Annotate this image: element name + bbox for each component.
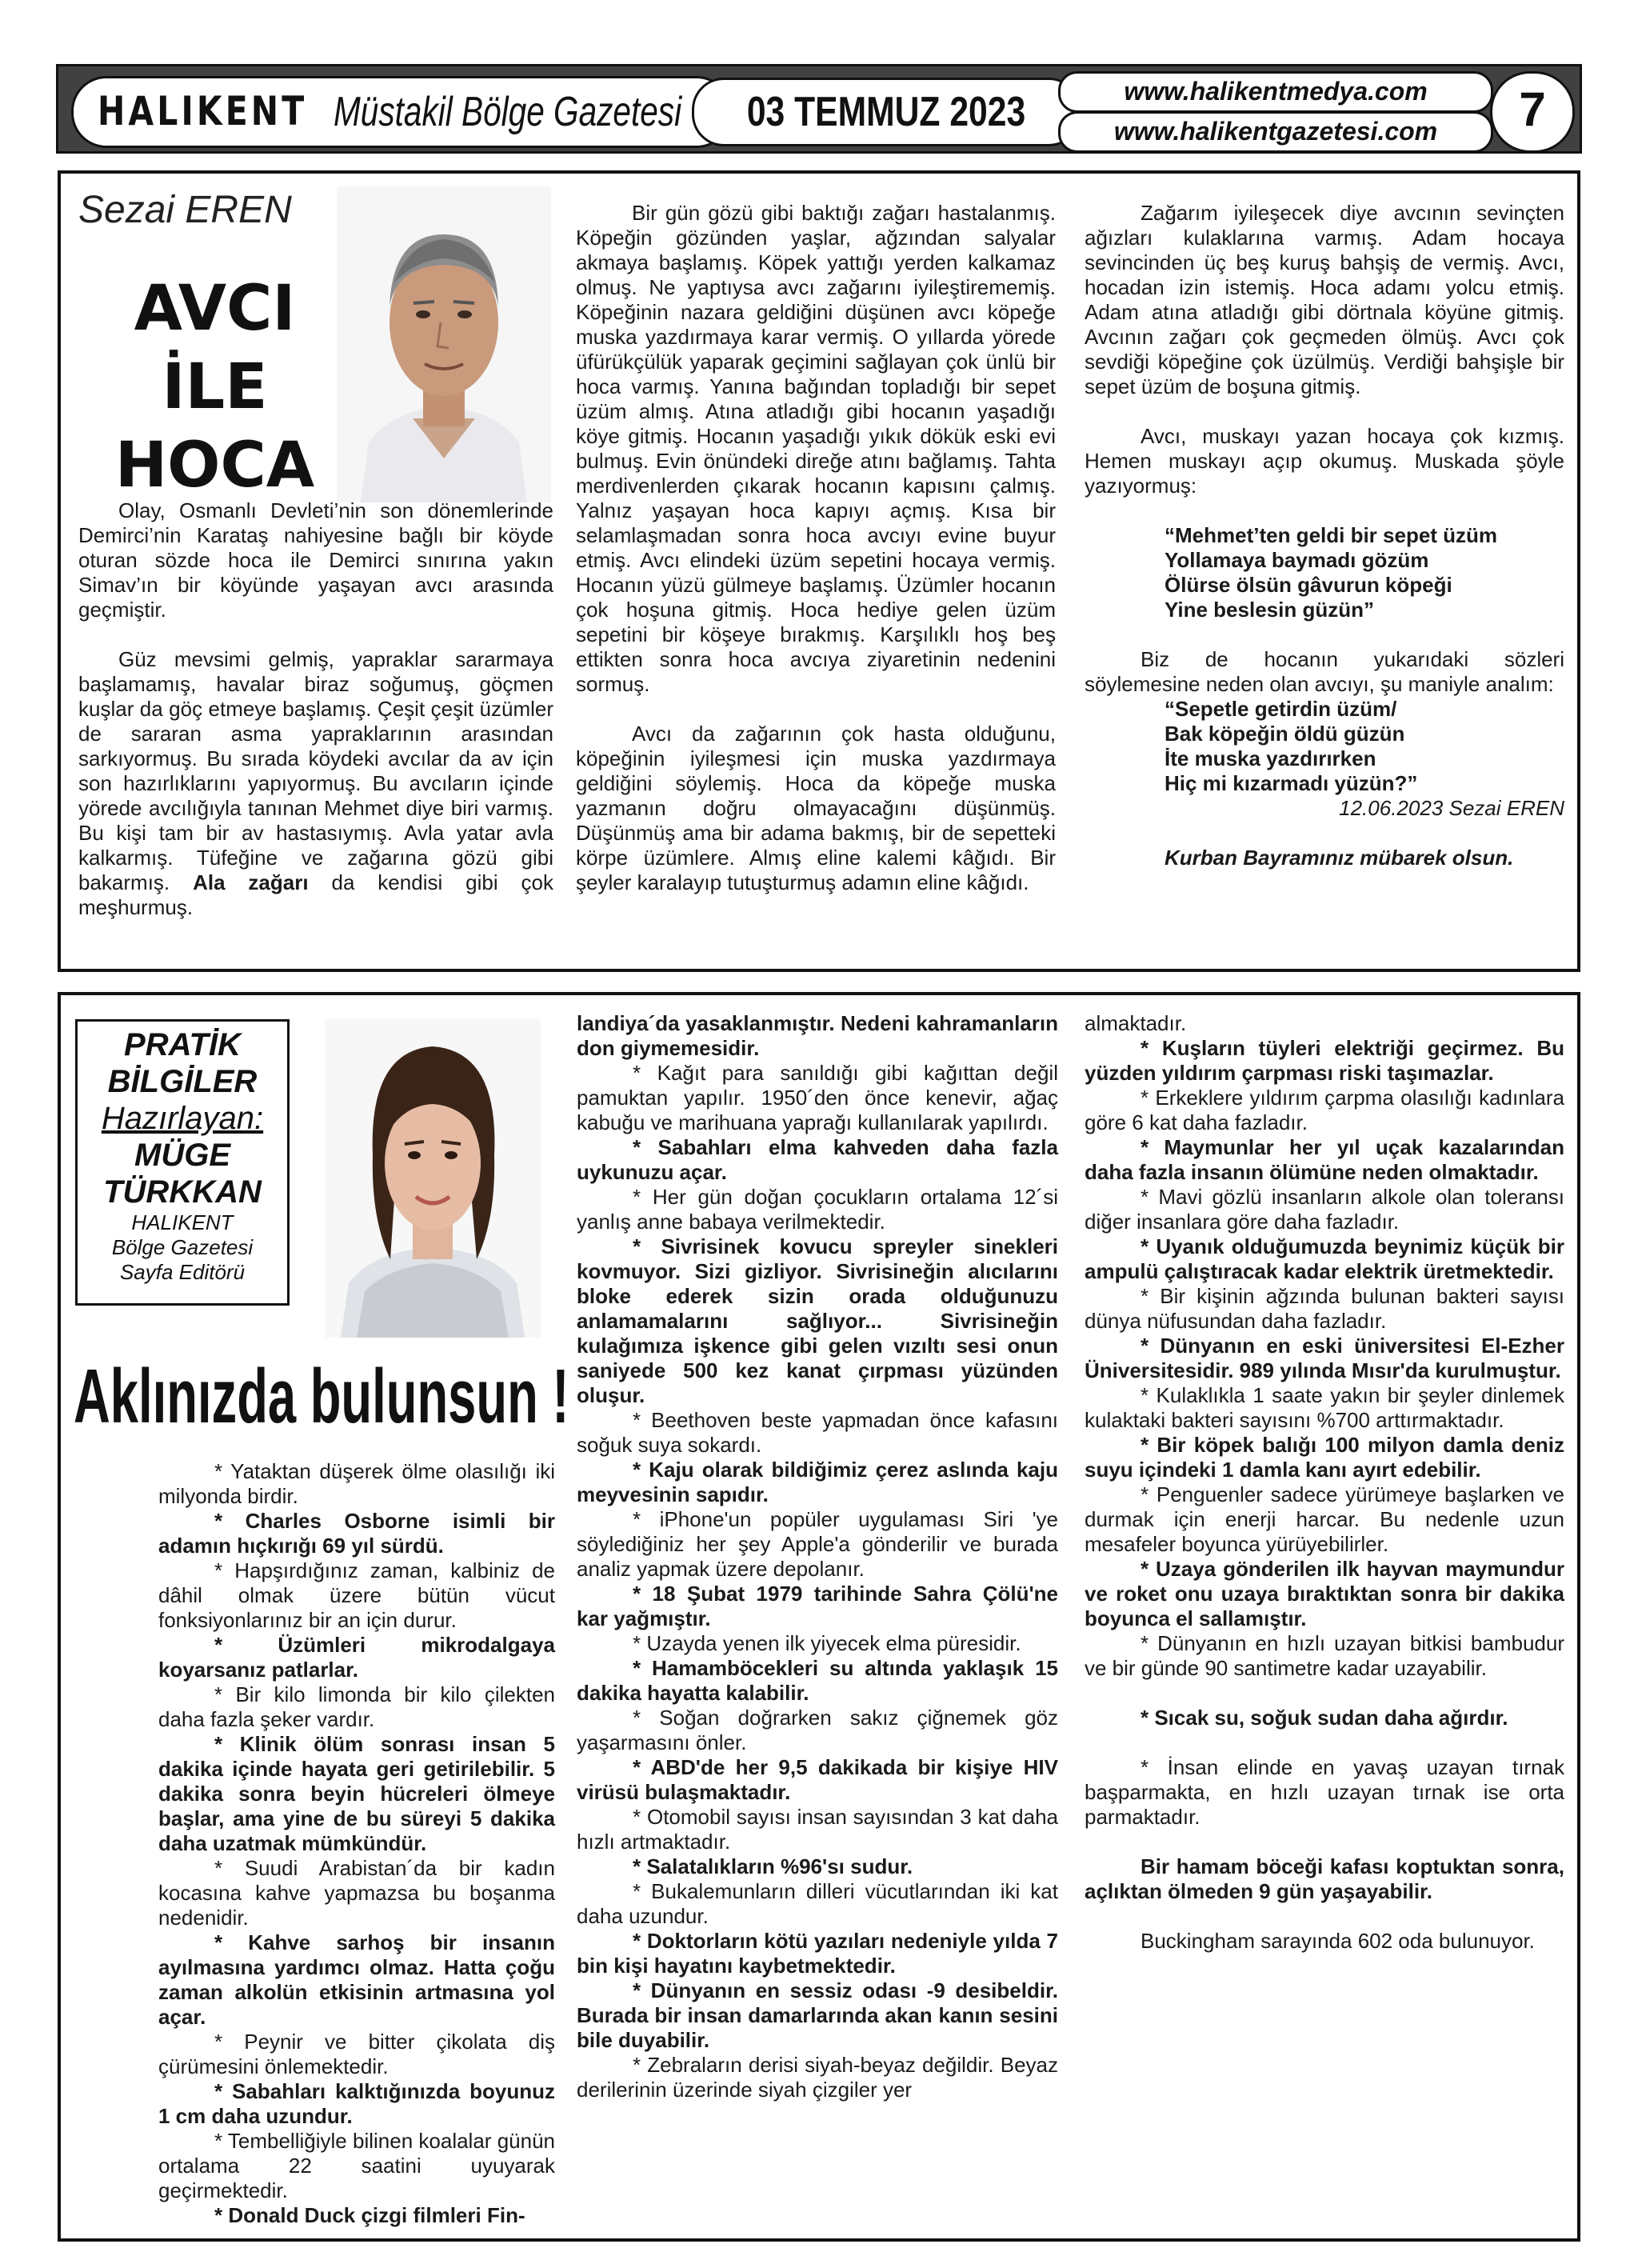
article2-column-3 bbox=[1085, 1011, 1564, 1954]
fact-item: * Klinik ölüm sonrası insan 5 dakika içinde hayata geri getirilebilir. 5 dakika sonra beyin hücreleri ölmeye başlar, ama yine de bu süreyi 5 dakika daha uzatmak mümkündür. bbox=[158, 1732, 555, 1855]
issue-date: 03 TEMMUZ 2023 bbox=[746, 89, 1026, 135]
page-number-box bbox=[1490, 71, 1575, 153]
paragraph: Zağarım iyileşecek diye avcının sevinçten ağızları kulaklarına varmış. Adam hocaya sevincinden üç beş kuruş bahşiş de vermiş. Avcı, hocadan izin istemiş. Hoca adamı yolcu etmiş. Adam atına atladığı gibi dörtnala köyüne gitmiş. Avcının zağarı çok geçmeden ölmüş. Avcı çok sevdiği köpeğine çok üzülmüş. Verdiği bahşişle bir sepet üzüm de boşuna gitmiş. bbox=[1085, 201, 1564, 398]
paragraph: Güz mevsimi gelmiş, yapraklar sararmaya başlamamış, havalar biraz soğumuş, göçmen kuşlar da göç etmeye başlamış. Çeşit çeşit üzümler de sararan asma yapraklarının arasından sarkıyormuş. Bu sırada köydeki avcılar da av için son hazırlıklarını yapıyormuş. Bu avcıların içinde yörede avcılığıyla tanınan Mehmet diye biri varmış. Bu kişi tam bir av hastasıymış. Avla yatar avla kalkarmış. Tüfeğine ve zağarına gözü gibi bakarmış. Ala zağarı da kendisi gibi çok meşhurmuş. bbox=[78, 647, 553, 919]
paragraph: Bir gün gözü gibi baktığı zağarı hastalanmış. Köpeğin gözünden yaşlar, ağzından salyalar akmaya başlamış. Köpek yattığı yerden kalkamaz olmuş. Ne yaptıysa avcı zağarını iyileştirememiş. Köpeğinin nazara geldiğini düşünen avcı köpeğe muska yazdırmaya karar vermiş. O yıllarda yörede üfürükçülük yaparak geçimini sağlayan çok ünlü bir hoca varmış. Yanına bağından topladığı bir sepet üzüm almış. Atına atladığı gibi hocanın yaşadığı köye gitmiş. Hocanın yaşadığı yıkık dökük eski evi bulmuş. Evin önündeki direğe atını bağlamış. Tahta merdivenlerden çıkarak hocanın kapısını çalmış. Yalnız yaşayan hoca kapıyı açmış. Kısa bir selamlaşmadan sonra hoca avcıyı evine buyur etmiş. Avcı elindeki üzüm sepetini hocaya vermiş. Hocanın yüzü gülmeye başlamış. Üzümler hocanın çok hoşuna gitmiş. Hoca hediye gelen üzüm sepetini bir köşeye bırakmış. Karşılıklı hoş beş ettikten sonra hoca avcıya ziyaretinin nedenini sormuş. bbox=[576, 201, 1056, 696]
article-signature: 12.06.2023 Sezai EREN bbox=[1339, 796, 1564, 820]
fact-item: * Sabahları kalktığınızda boyunuz 1 cm daha uzundur. bbox=[158, 2079, 555, 2128]
fact-item: * Maymunlar her yıl uçak kazalarından daha fazla insanın ölümüne neden olmaktadır. bbox=[1085, 1135, 1564, 1184]
fact-item: * Dünyanın en sessiz odası -9 desibeldir. Burada bir insan damarlarında akan kanın sesini bile duyabilir. bbox=[577, 1978, 1058, 2052]
fact-item: * Erkeklere yıldırım çarpma olasılığı kadınlara göre 6 kat daha fazladır. bbox=[1085, 1086, 1564, 1134]
article-title bbox=[77, 270, 353, 505]
poem-2: “Sepetle getirdin üzüm/ Bak köpeğin öldü güzün İte muska yazdırırken Hiç mi kızarmadı yüzün?” bbox=[1165, 697, 1418, 795]
fact-item: * Bir kilo limonda bir kilo çilekten daha fazla şeker vardır. bbox=[158, 1682, 555, 1731]
website-url-1[interactable]: www.halikentmedya.com bbox=[1124, 77, 1428, 106]
paragraph: Avcı, muskayı yazan hocaya çok kızmış. Hemen muskayı açıp okumuş. Muskada şöyle yazıyormuş: bbox=[1085, 424, 1564, 498]
fact-item: * Suudi Arabistan´da bir kadın kocasına kahve yapmazsa bu boşanma nedenidir. bbox=[158, 1856, 555, 1930]
fact-item: Bir hamam böceği kafası koptuktan sonra, açlıktan ölmeden 9 gün yaşayabilir. bbox=[1085, 1854, 1564, 1903]
article1-column-2 bbox=[576, 201, 1056, 895]
fact-item: * Mavi gözlü insanların alkole olan toleransı diğer insanlara göre daha fazladır. bbox=[1085, 1185, 1564, 1234]
fact-item: * Doktorların kötü yazıları nedeniyle yılda 7 bin kişi hayatını kaybetmektedir. bbox=[577, 1929, 1058, 1978]
fact-item: * Otomobil sayısı insan sayısından 3 kat daha hızlı artmaktadır. bbox=[577, 1805, 1058, 1854]
fact-item: * Dünyanın en eski üniversitesi El-Ezher Üniversitesidir. 989 yılında Mısır'da kurulmuştur. bbox=[1085, 1334, 1564, 1382]
article-avci-ile-hoca bbox=[58, 170, 1580, 972]
fact-item: * Uzaya gönderilen ilk hayvan maymundur ve roket onu uzaya bıraktıktan sonra bir dakika boyunca el sallamıştır. bbox=[1085, 1557, 1564, 1630]
fact-item: * Beethoven beste yapmadan önce kafasını soğuk suya sokardı. bbox=[577, 1408, 1058, 1457]
fact-item: almaktadır. bbox=[1085, 1011, 1187, 1035]
article1-column-1 bbox=[78, 498, 553, 920]
masthead bbox=[56, 64, 1582, 154]
title-line-2: İLE bbox=[162, 351, 268, 423]
editor-last-name: TÜRKKAN bbox=[103, 1174, 262, 1210]
fact-item: * Uzayda yenen ilk yiyecek elma püresidir. bbox=[633, 1631, 1021, 1655]
newspaper-name: HALIKENT bbox=[98, 88, 308, 134]
fact-item: * Üzümleri mikrodalgaya koyarsanız patlarlar. bbox=[158, 1633, 555, 1682]
title-line-3: HOCA bbox=[114, 430, 315, 502]
fact-item: * Bir köpek balığı 100 milyon damla deniz suyu içindeki 1 damla kanı ayırt edebilir. bbox=[1085, 1433, 1564, 1482]
article2-column-1 bbox=[158, 1459, 555, 2228]
editor-info-box bbox=[75, 1019, 290, 1306]
fact-item: Buckingham sarayında 602 oda bulunuyor. bbox=[1141, 1929, 1535, 1953]
fact-item: * Kahve sarhoş bir insanın ayılmasına yardımcı olmaz. Hatta çoğu zaman alkolün etkisinin artmasına yol açar. bbox=[158, 1930, 555, 2029]
fact-item: * Hapşırdığınız zaman, kalbiniz de dâhil olmak üzere bütün vücut fonksiyonlarınız bir an için durur. bbox=[158, 1558, 555, 1632]
fact-item: * Peynir ve bitter çikolata diş çürümesini önlemektedir. bbox=[158, 2030, 555, 2078]
poem-1: “Mehmet’ten geldi bir sepet üzüm Yollamaya baymadı gözüm Ölürse ölsün gâvurun köpeği Yine beslesin güzün” bbox=[1165, 523, 1498, 622]
fact-item: * Salatalıkların %96'sı sudur. bbox=[633, 1854, 913, 1878]
paragraph: Olay, Osmanlı Devleti’nin son dönemlerinde Demirci’nin Karataş nahiyesine bağlı bir köyde oturan sözde hoca ile Demirci sınırına yakın Simav’ın bir köyünde yaşayan avcı arasında geçmiştir. bbox=[78, 498, 553, 622]
editor-org-sub: Bölge Gazetesi bbox=[111, 1235, 254, 1259]
holiday-greeting: Kurban Bayramınız mübarek olsun. bbox=[1165, 846, 1514, 870]
fact-item: * Her gün doğan çocukların ortalama 12´si yanlış anne babaya verilmektedir. bbox=[577, 1185, 1058, 1234]
fact-item: * Charles Osborne isimli bir adamın hıçkırığı 69 yıl sürdü. bbox=[158, 1509, 555, 1558]
fact-item: * Kulaklıkla 1 saate yakın bir şeyler dinlemek kulaktaki bakteri sayısını %700 arttırmaktadır. bbox=[1085, 1383, 1564, 1432]
section-label-1: PRATİK bbox=[124, 1027, 241, 1062]
fact-item: * Yataktan düşerek ölme olasılığı iki milyonda birdir. bbox=[158, 1459, 555, 1508]
masthead-brand-box bbox=[71, 76, 732, 148]
fact-item: * Zebraların derisi siyah-beyaz değildir. Beyaz derilerinin üzerinde siyah çizgiler yer bbox=[577, 2053, 1058, 2102]
article2-column-2 bbox=[577, 1011, 1058, 2102]
paragraph: Biz de hocanın yukarıdaki sözleri söylemesine neden olan avcıyı, şu maniyle analım: bbox=[1085, 647, 1564, 696]
page-number: 7 bbox=[1519, 82, 1546, 136]
paragraph: Avcı da zağarının çok hasta olduğunu, köpeğinin iyileşmesi için muska yazdırmaya geldiğini söylemiş. Hoca da köpeğe muska yazmanın doğru olmayacağını düşünmüş. Düşünmüş ama bir adama bakmış, bir de sepetteki körpe üzümlere. Almış eline kalemi kâğıdı. Bir şeyler karalayıp tutuşturmuş adamın eline kâğıdı. bbox=[576, 722, 1056, 894]
editor-photo bbox=[325, 1019, 541, 1338]
author-photo bbox=[337, 186, 551, 502]
prepared-by-label: Hazırlayan: bbox=[101, 1101, 264, 1136]
fact-item: * Bukalemunların dilleri vücutlarından iki kat daha uzundur. bbox=[577, 1879, 1058, 1928]
fact-item: * Kuşların tüyleri elektriği geçirmez. Bu yüzden yıldırım çarpması riski taşımazlar. bbox=[1085, 1036, 1564, 1085]
article1-column-3 bbox=[1085, 201, 1564, 870]
fact-item: * Penguenler sadece yürümeye başlarken ve durmak için enerji harcar. Bu nedenle uzun mesafeler boyunca yürüyebilirler. bbox=[1085, 1482, 1564, 1556]
fact-item: * Donald Duck çizgi filmleri Fin- bbox=[214, 2203, 525, 2227]
fact-item: * Soğan doğrarken sakız çiğnemek göz yaşarmasını önler. bbox=[577, 1706, 1058, 1754]
masthead-date-box bbox=[692, 78, 1081, 146]
editor-first-name: MÜGE bbox=[134, 1138, 230, 1173]
article-pratik-bilgiler bbox=[58, 992, 1580, 2242]
fact-item: * 18 Şubat 1979 tarihinde Sahra Çölü'ne kar yağmıştır. bbox=[577, 1582, 1058, 1630]
fact-item: * İnsan elinde en yavaş uzayan tırnak başparmakta, en hızlı uzayan tırnak ise orta parmaktadır. bbox=[1085, 1755, 1564, 1829]
newspaper-subtitle: Müstakil Bölge Gazetesi bbox=[334, 89, 682, 135]
fact-item: * Uyanık olduğumuzda beynimiz küçük bir ampulü çalıştıracak kadar elektrik üretmektedir. bbox=[1085, 1234, 1564, 1283]
fact-item: * Kaju olarak bildiğimiz çerez aslında kaju meyvesinin sapıdır. bbox=[577, 1458, 1058, 1506]
fact-item: * Sabahları elma kahveden daha fazla uykunuzu açar. bbox=[577, 1135, 1058, 1184]
masthead-url-box-2 bbox=[1058, 111, 1493, 153]
editor-role: Sayfa Editörü bbox=[119, 1260, 246, 1284]
article-author: Sezai EREN bbox=[78, 189, 292, 231]
section-headline: Aklınızda bulunsun ! bbox=[74, 1354, 569, 1439]
fact-item: * Hamamböcekleri su altında yaklaşık 15 dakika hayatta kalabilir. bbox=[577, 1656, 1058, 1705]
section-label-2: BİLGİLER bbox=[107, 1064, 258, 1099]
fact-item: * Dünyanın en hızlı uzayan bitkisi bambudur ve bir günde 90 santimetre kadar uzayabilir. bbox=[1085, 1631, 1564, 1680]
fact-item: * Kağıt para sanıldığı gibi kağıttan değil pamuktan yapılır. 1950´den önce kenevir, ağaç kabuğu ve marihuana yaprağı kullanılarak yapılırdı. bbox=[577, 1061, 1058, 1134]
fact-item: * Sivrisinek kovucu spreyler sinekleri kovmuyor. Sizi gizliyor. Sivrisineğin alıcılarını bloke ederek sizin orada olduğunuzu anlamamalarını sağlıyor... Sivrisineğin kulağımıza işkence gibi gelen vızıltı sesi onun saniyede 500 kez kanat çırpması yüzünden oluşur. bbox=[577, 1234, 1058, 1407]
masthead-url-box-1 bbox=[1058, 71, 1493, 113]
fact-item: * Bir kişinin ağzında bulunan bakteri sayısı dünya nüfusundan daha fazladır. bbox=[1085, 1284, 1564, 1333]
fact-item: * iPhone'un popüler uygulaması Siri 'ye söylediğiniz her şey Apple'a gönderilir ve burada analiz yapmak üzere depolanır. bbox=[577, 1507, 1058, 1581]
editor-org: HALIKENT bbox=[131, 1210, 234, 1234]
fact-item: * Sıcak su, soğuk sudan daha ağırdır. bbox=[1141, 1706, 1508, 1730]
title-line-1: AVCI bbox=[134, 273, 296, 345]
highlight-text: Ala zağarı bbox=[193, 870, 309, 894]
fact-item: * ABD'de her 9,5 dakikada bir kişiye HIV virüsü bulaşmaktadır. bbox=[577, 1755, 1058, 1804]
fact-item: landiya´da yasaklanmıştır. Nedeni kahramanların don giymemesidir. bbox=[577, 1011, 1058, 1060]
website-url-2[interactable]: www.halikentgazetesi.com bbox=[1113, 117, 1438, 146]
fact-item: * Tembelliğiyle bilinen koalalar günün ortalama 22 saatini uyuyarak geçirmektedir. bbox=[158, 2129, 555, 2202]
